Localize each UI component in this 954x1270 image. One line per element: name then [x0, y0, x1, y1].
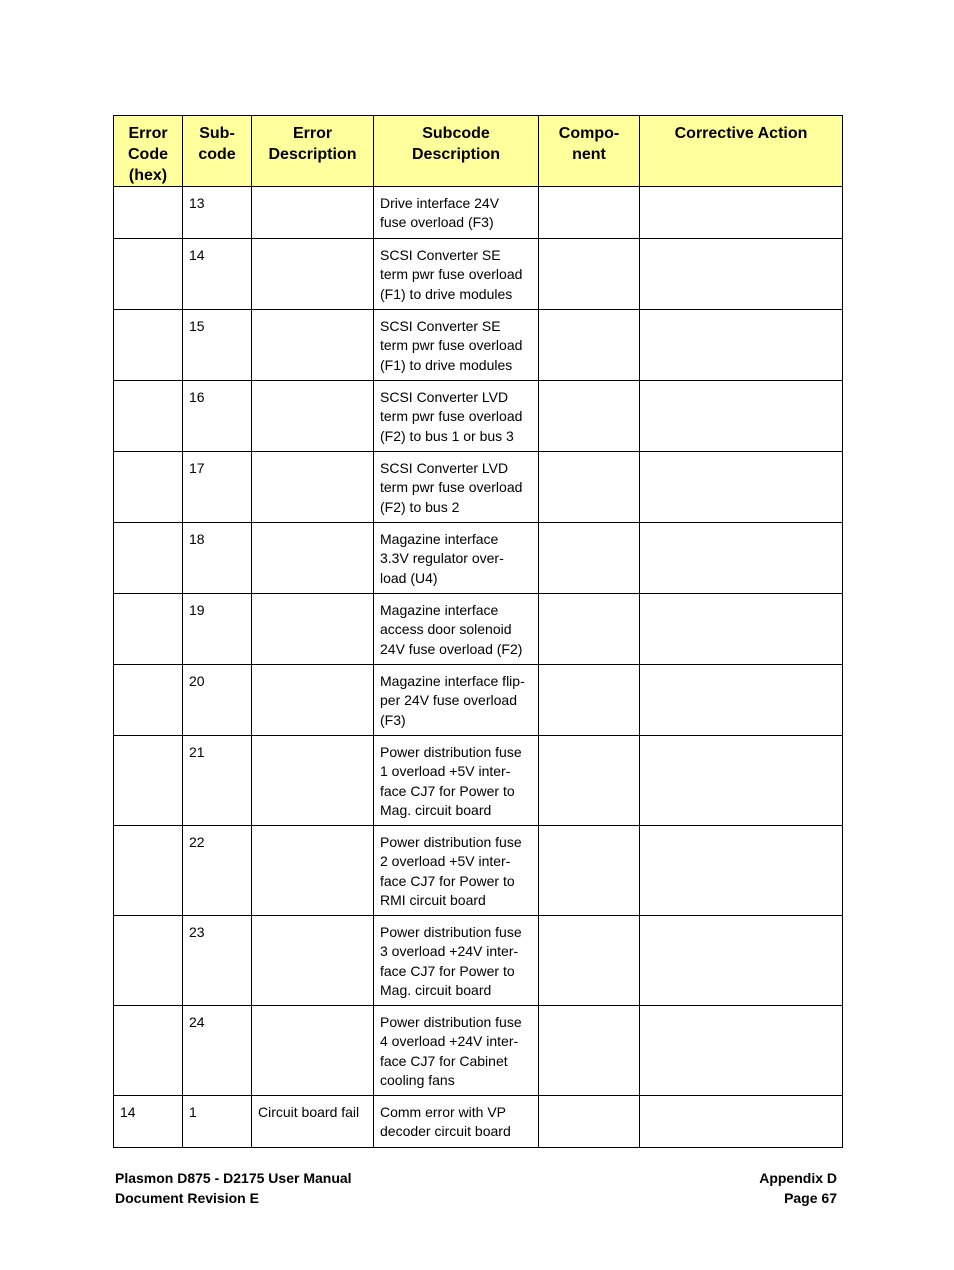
cell-error-code: [114, 916, 183, 1006]
cell-subcode-description: [374, 452, 539, 523]
cell-component: [539, 1096, 640, 1148]
cell-error-description: [252, 523, 374, 594]
footer-left: [115, 1169, 352, 1208]
cell-component: [539, 594, 640, 665]
cell-error-code: [114, 736, 183, 826]
cell-text: 18: [189, 531, 205, 547]
cell-error-description: [252, 665, 374, 736]
table-row: [114, 736, 843, 826]
cell-corrective-action: [640, 523, 843, 594]
table-row: [114, 594, 843, 665]
cell-subcode: [183, 916, 252, 1006]
cell-error-code: [114, 187, 183, 239]
cell-subcode: [183, 1006, 252, 1096]
cell-component: [539, 239, 640, 310]
cell-subcode: [183, 1096, 252, 1148]
cell-subcode: [183, 523, 252, 594]
table-row: [114, 452, 843, 523]
table-row: [114, 187, 843, 239]
cell-error-description: [252, 310, 374, 381]
cell-text: Power distribution fuse 1 overload +5V inter- face CJ7 for Power to Mag. circuit board: [380, 744, 522, 819]
cell-subcode-description: [374, 187, 539, 239]
table-row: [114, 916, 843, 1006]
cell-text: 22: [189, 834, 205, 850]
cell-text: 1: [189, 1104, 197, 1120]
cell-text: Magazine interface access door solenoid 24V fuse overload (F2): [380, 602, 523, 657]
cell-corrective-action: [640, 1096, 843, 1148]
cell-component: [539, 523, 640, 594]
cell-corrective-action: [640, 310, 843, 381]
cell-text: SCSI Converter SE term pwr fuse overload (F1) to drive modules: [380, 318, 523, 373]
cell-subcode: [183, 187, 252, 239]
cell-subcode-description: [374, 736, 539, 826]
cell-corrective-action: [640, 826, 843, 916]
page-number: Page 67: [784, 1189, 837, 1206]
cell-text: Magazine interface flip- per 24V fuse overload (F3): [380, 673, 525, 728]
cell-error-description: [252, 826, 374, 916]
cell-text: Power distribution fuse 2 overload +5V inter- face CJ7 for Power to RMI circuit board: [380, 834, 522, 909]
cell-error-description: [252, 452, 374, 523]
cell-error-code: [114, 1096, 183, 1148]
table-row: [114, 1096, 843, 1148]
cell-error-code: [114, 239, 183, 310]
cell-subcode-description: [374, 1006, 539, 1096]
cell-subcode-description: [374, 523, 539, 594]
cell-corrective-action: [640, 916, 843, 1006]
cell-error-code: [114, 665, 183, 736]
cell-corrective-action: [640, 452, 843, 523]
manual-title: Plasmon D875 - D2175 User Manual: [115, 1170, 352, 1186]
cell-subcode-description: [374, 1096, 539, 1148]
cell-text: Comm error with VP decoder circuit board: [380, 1104, 511, 1140]
table-row: [114, 665, 843, 736]
cell-text: 23: [189, 924, 205, 940]
header-corrective-action: Corrective Action: [640, 116, 843, 187]
cell-text: 13: [189, 195, 205, 211]
cell-error-code: [114, 523, 183, 594]
cell-error-description: [252, 594, 374, 665]
footer-right: [759, 1169, 837, 1208]
cell-subcode: [183, 736, 252, 826]
error-code-table: [113, 115, 843, 1148]
cell-text: Drive interface 24V fuse overload (F3): [380, 195, 500, 231]
appendix-label: Appendix D: [759, 1170, 837, 1186]
cell-component: [539, 665, 640, 736]
header-error-code: Error Code (hex): [114, 116, 183, 187]
cell-error-description: [252, 916, 374, 1006]
header-component: Compo- nent: [539, 116, 640, 187]
cell-subcode-description: [374, 665, 539, 736]
table-header-row: [114, 116, 843, 187]
header-error-description: Error Description: [252, 116, 374, 187]
cell-component: [539, 826, 640, 916]
cell-text: 20: [189, 673, 205, 689]
cell-subcode: [183, 594, 252, 665]
cell-subcode: [183, 239, 252, 310]
cell-subcode-description: [374, 239, 539, 310]
cell-subcode: [183, 381, 252, 452]
cell-component: [539, 1006, 640, 1096]
table-row: [114, 1006, 843, 1096]
cell-error-description: [252, 1096, 374, 1148]
cell-component: [539, 736, 640, 826]
header-subcode-description: Subcode Description: [374, 116, 539, 187]
document-revision: Document Revision E: [115, 1189, 259, 1206]
cell-text: 14: [189, 247, 205, 263]
cell-text: SCSI Converter LVD term pwr fuse overload (F2) to bus 1 or bus 3: [380, 389, 523, 444]
cell-error-description: [252, 736, 374, 826]
cell-component: [539, 310, 640, 381]
cell-text: SCSI Converter SE term pwr fuse overload (F1) to drive modules: [380, 247, 523, 302]
cell-text: 17: [189, 460, 205, 476]
table-row: [114, 826, 843, 916]
cell-subcode-description: [374, 916, 539, 1006]
cell-subcode: [183, 665, 252, 736]
cell-corrective-action: [640, 239, 843, 310]
cell-text: Circuit board fail: [258, 1104, 360, 1120]
cell-error-description: [252, 239, 374, 310]
cell-subcode: [183, 310, 252, 381]
cell-corrective-action: [640, 187, 843, 239]
header-subcode: Sub- code: [183, 116, 252, 187]
cell-error-code: [114, 1006, 183, 1096]
cell-corrective-action: [640, 665, 843, 736]
cell-subcode: [183, 826, 252, 916]
cell-text: 21: [189, 744, 205, 760]
cell-text: 14: [120, 1104, 136, 1120]
cell-subcode: [183, 452, 252, 523]
cell-component: [539, 381, 640, 452]
table-row: [114, 239, 843, 310]
cell-corrective-action: [640, 1006, 843, 1096]
cell-subcode-description: [374, 381, 539, 452]
table-body: [114, 187, 843, 1148]
cell-error-description: [252, 1006, 374, 1096]
cell-text: Power distribution fuse 3 overload +24V inter- face CJ7 for Power to Mag. circuit board: [380, 924, 522, 999]
cell-text: 24: [189, 1014, 205, 1030]
cell-subcode-description: [374, 826, 539, 916]
cell-text: Magazine interface 3.3V regulator over- load (U4): [380, 531, 504, 586]
cell-text: 15: [189, 318, 205, 334]
table-row: [114, 381, 843, 452]
cell-error-code: [114, 310, 183, 381]
table-row: [114, 310, 843, 381]
cell-error-code: [114, 594, 183, 665]
table-row: [114, 523, 843, 594]
cell-error-code: [114, 826, 183, 916]
cell-subcode-description: [374, 594, 539, 665]
cell-text: 19: [189, 602, 205, 618]
cell-component: [539, 187, 640, 239]
cell-error-description: [252, 187, 374, 239]
cell-component: [539, 916, 640, 1006]
cell-text: SCSI Converter LVD term pwr fuse overload (F2) to bus 2: [380, 460, 523, 515]
cell-component: [539, 452, 640, 523]
cell-error-code: [114, 452, 183, 523]
cell-error-code: [114, 381, 183, 452]
cell-text: 16: [189, 389, 205, 405]
cell-corrective-action: [640, 594, 843, 665]
cell-corrective-action: [640, 381, 843, 452]
cell-subcode-description: [374, 310, 539, 381]
cell-error-description: [252, 381, 374, 452]
cell-text: Power distribution fuse 4 overload +24V inter- face CJ7 for Cabinet cooling fans: [380, 1014, 522, 1089]
cell-corrective-action: [640, 736, 843, 826]
